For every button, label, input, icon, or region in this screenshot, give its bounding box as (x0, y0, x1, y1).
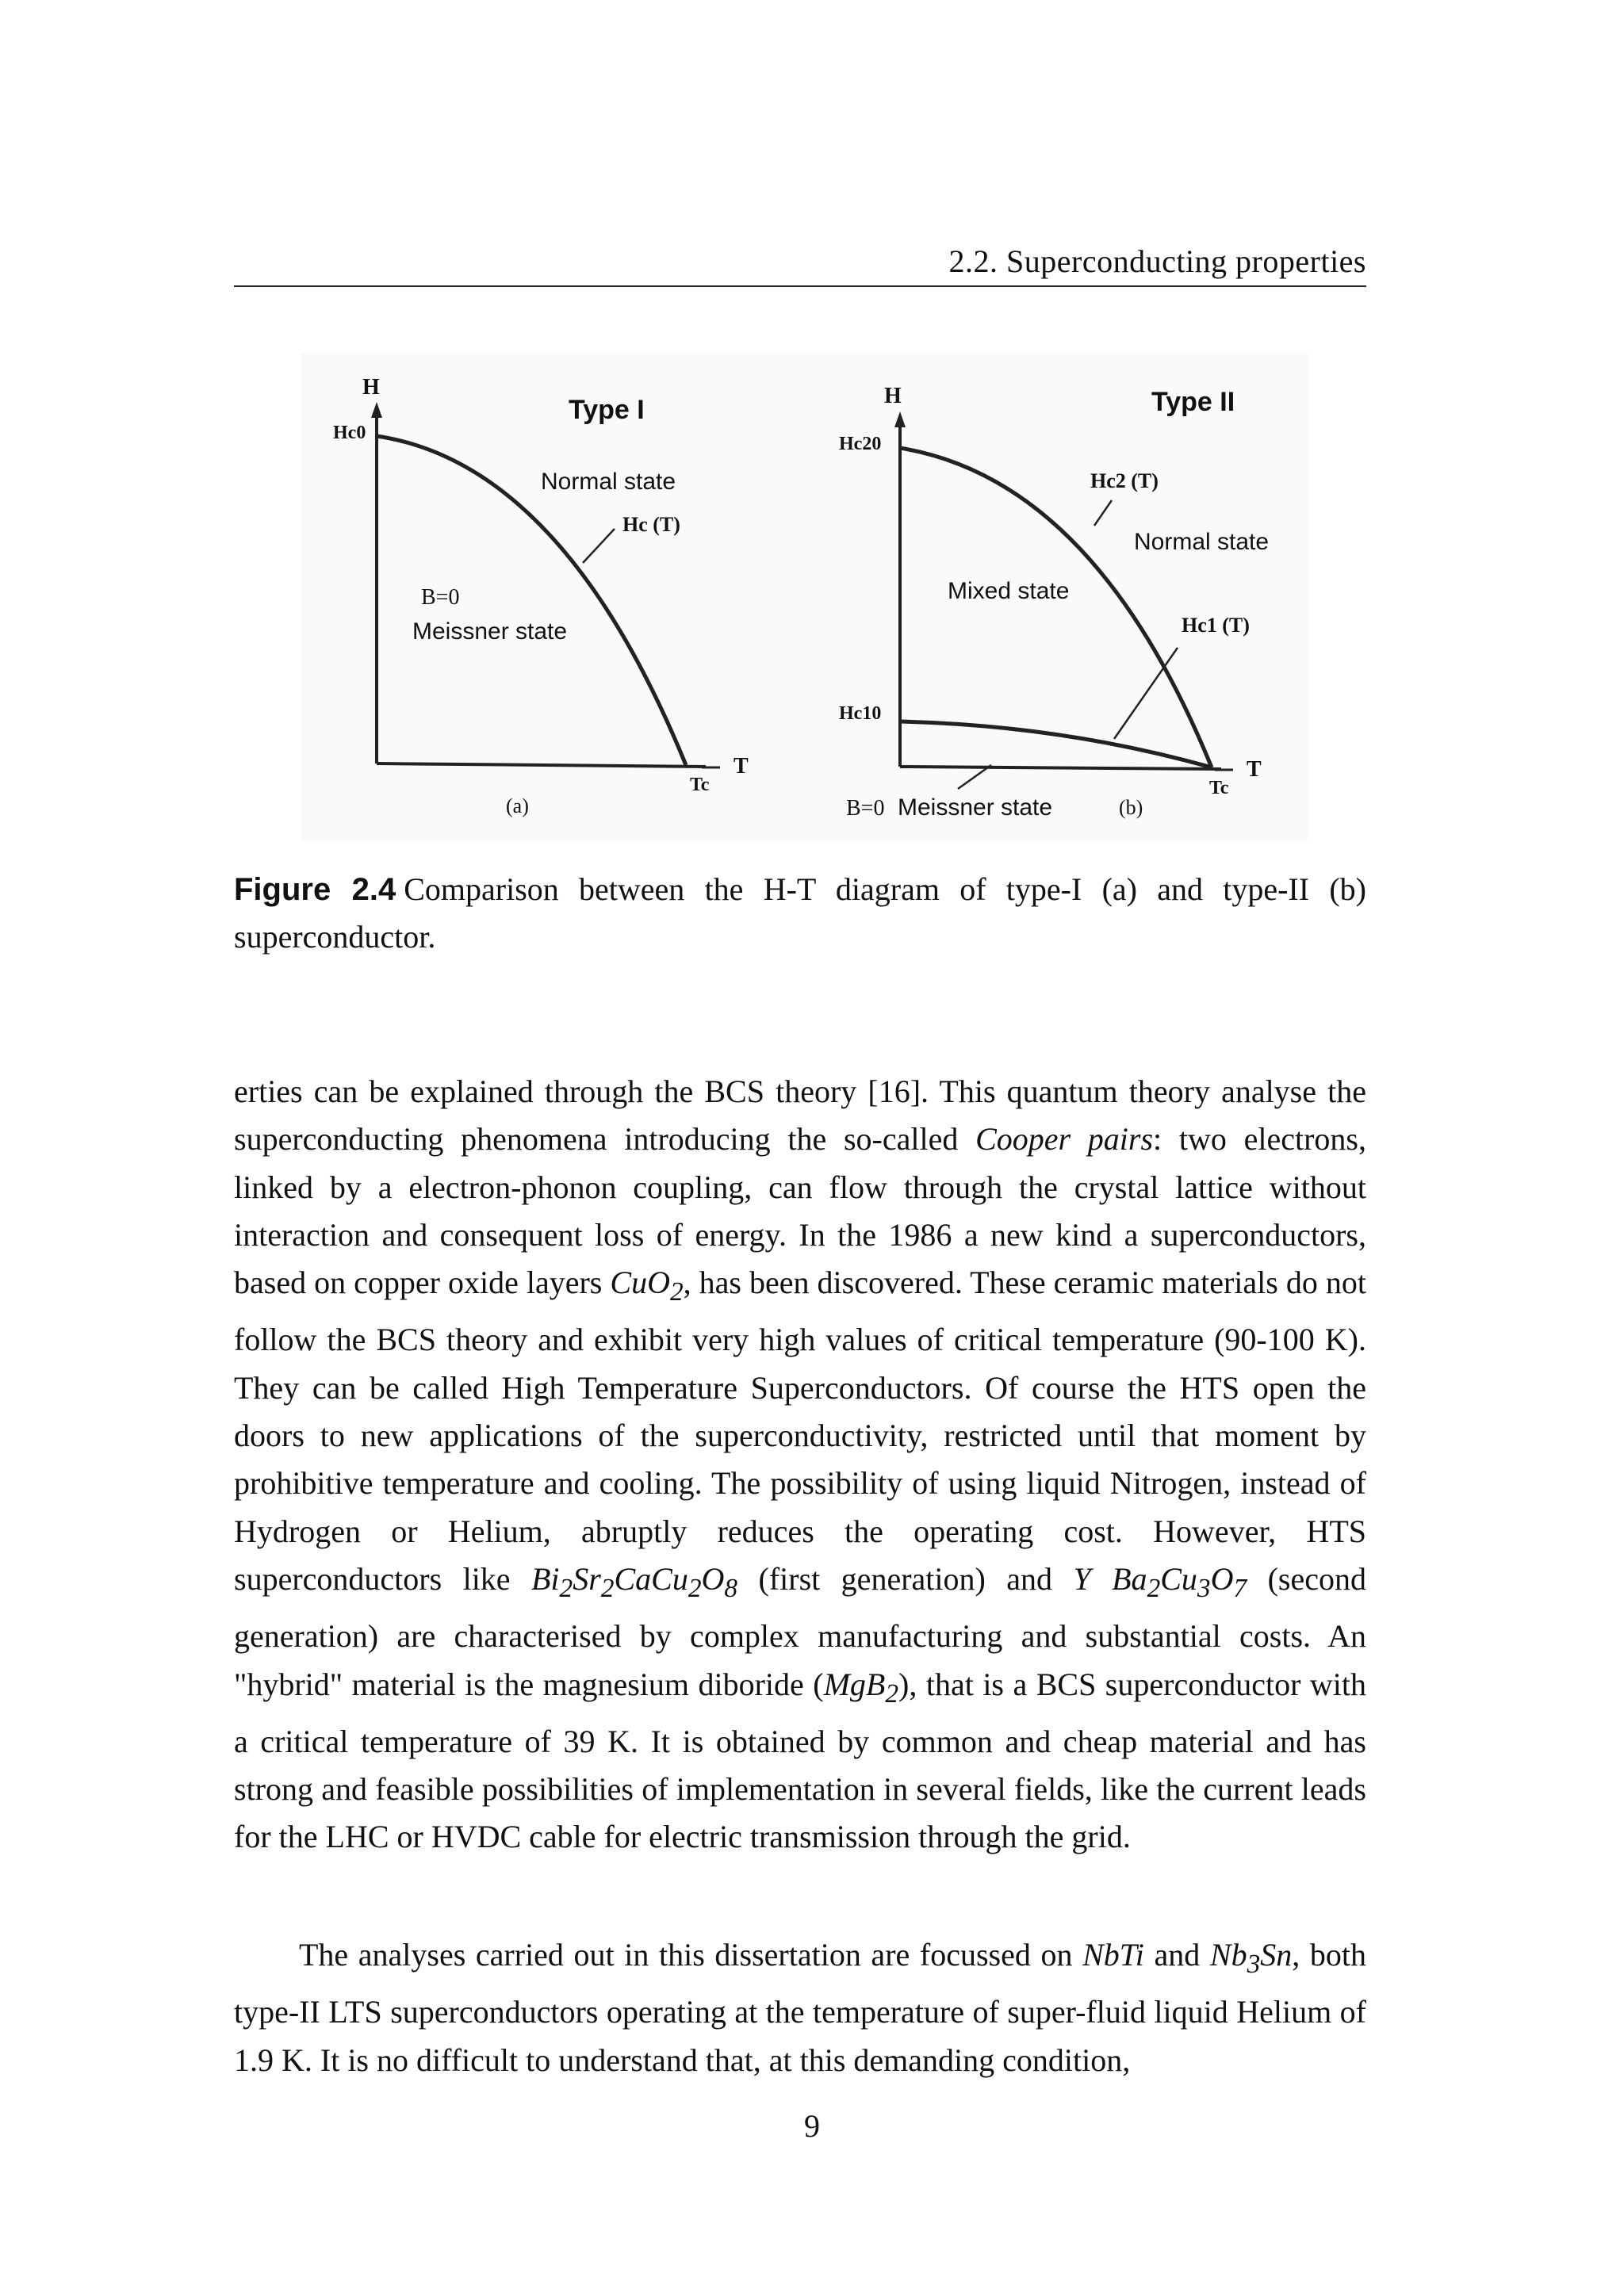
formula-subscript: 2 (885, 1678, 899, 1709)
p2-text-b: and (1143, 1937, 1210, 1973)
running-title: 2.2. Superconducting properties (948, 243, 1366, 279)
panel-b-title: Type II (1151, 387, 1235, 417)
panel-a-tc-label: Tc (690, 775, 710, 795)
p2-text-a: The analyses carried out in this dissertation are focussed on (299, 1937, 1083, 1973)
formula-cuo2 (610, 1265, 684, 1307)
p1-text-f: ), that is a BCS superconductor with a critical temperature of 39 K. It is obtained by common and cheap material and has strong and feasible possibilities of implementation in several fields, like the current leads for the LHC or HVDC cable for electric transmission through the grid. (234, 1666, 1366, 1855)
formula-mgb2 (823, 1666, 899, 1709)
p1-text-e: (second generation) are characterised by complex manufacturing and substantial costs. An "hybrid" material is the magnesium diboride ( (234, 1560, 1366, 1702)
formula-part: O (1210, 1560, 1234, 1597)
panel-a-meissner: Meissner state (412, 618, 568, 645)
formula-part: Nb (1209, 1937, 1247, 1973)
p1-text-a: erties can be explained through the BCS theory [16]. This quantum theory analyse the superconducting phenomena introducing the so-called (234, 1073, 1366, 1158)
formula-subscript: 2 (669, 1277, 684, 1307)
formula-bscco (531, 1560, 738, 1603)
formula-part: O (701, 1560, 725, 1597)
body-paragraph-2 (234, 1931, 1366, 2084)
panel-a-title: Type I (569, 395, 645, 425)
cooper-pairs-emphasis: Cooper pairs (975, 1121, 1154, 1158)
panel-b-t-label: T (1247, 757, 1262, 782)
formula-subscript: 2 (688, 1573, 702, 1603)
figure-2-4 (301, 353, 1308, 840)
page-number: 9 (804, 2108, 820, 2144)
panel-a-b0: B=0 (421, 585, 460, 610)
formula-subscript: 8 (724, 1573, 738, 1603)
panel-a-h-label: H (362, 375, 380, 400)
formula-part: Bi (531, 1560, 560, 1597)
running-header (234, 238, 1366, 287)
p2-text-c: , both type-II LTS superconductors operating at the temperature of super-fluid liquid Helium of 1.9 K. It is no difficult to understand that, at this demanding condition, (234, 1937, 1366, 2078)
panel-b-hc10-label: Hc10 (839, 703, 882, 724)
formula-part: Y Ba (1073, 1560, 1147, 1597)
panel-a-sublabel: (a) (506, 794, 529, 817)
p1-text-b: : two electrons, linked by a electron-phonon coupling, can flow through the crystal lattice without interaction and consequent loss of energy. In the 1986 a new kind a superconductors, based on copper oxide layers (234, 1121, 1366, 1301)
formula-subscript: 2 (559, 1573, 573, 1603)
formula-part: Sn (1260, 1937, 1293, 1973)
panel-b-mixed-state: Mixed state (948, 578, 1070, 604)
formula-part: CuO (610, 1265, 670, 1301)
ht-diagrams (301, 353, 1308, 840)
panel-b-b0: B=0 (846, 796, 885, 821)
formula-subscript: 7 (1233, 1573, 1247, 1603)
formula-part: CaCu (614, 1560, 688, 1597)
formula-subscript: 3 (1247, 1950, 1261, 1979)
formula-part: Cu (1160, 1560, 1197, 1597)
panel-a-hct-label: Hc (T) (622, 513, 680, 536)
formula-subscript: 2 (600, 1573, 615, 1603)
panel-a-t-label: T (733, 754, 749, 779)
panel-b-hc1t-label: Hc1 (T) (1182, 614, 1250, 637)
formula-nb3sn (1209, 1937, 1293, 1979)
formula-subscript: 3 (1197, 1573, 1211, 1603)
panel-b-sublabel: (b) (1119, 796, 1143, 819)
formula-part: MgB (823, 1666, 886, 1702)
formula-subscript: 2 (1147, 1573, 1161, 1603)
panel-b-meissner: Meissner state (898, 794, 1053, 821)
panel-a-normal-state: Normal state (541, 469, 676, 495)
panel-b-h-label: H (884, 384, 902, 408)
panel-b-hc2t-label: Hc2 (T) (1090, 469, 1159, 492)
formula-part: Sr (573, 1560, 601, 1597)
formula-nbti: NbTi (1082, 1937, 1144, 1973)
figure-label: Figure 2.4 (234, 872, 396, 907)
p1-text-c: , has been discovered. These ceramic materials do not follow the BCS theory and exhibit very high values of critical temperature (90-100 K). They can be called High Temperature Superconductors. Of course the HTS open the doors to new applications of the superconductivity, restricted until that moment by prohibitive temperature and cooling. The possibility of using liquid Nitrogen, instead of Hydrogen or Helium, abruptly reduces the operating cost. However, HTS superconductors like (234, 1265, 1367, 1597)
panel-b-hc20-label: Hc20 (839, 434, 882, 454)
p1-text-d: (first generation) and (737, 1560, 1074, 1597)
panel-b-normal-state: Normal state (1134, 529, 1270, 555)
figure-caption (234, 866, 1366, 961)
panel-a-hc0-label: Hc0 (333, 423, 366, 443)
body-paragraph-1 (234, 1068, 1366, 1862)
caption-text: Comparison between the H-T diagram of type-I (a) and type-II (b) superconductor. (234, 871, 1366, 955)
formula-ybco (1073, 1560, 1247, 1603)
panel-b-tc-label: Tc (1209, 778, 1229, 798)
